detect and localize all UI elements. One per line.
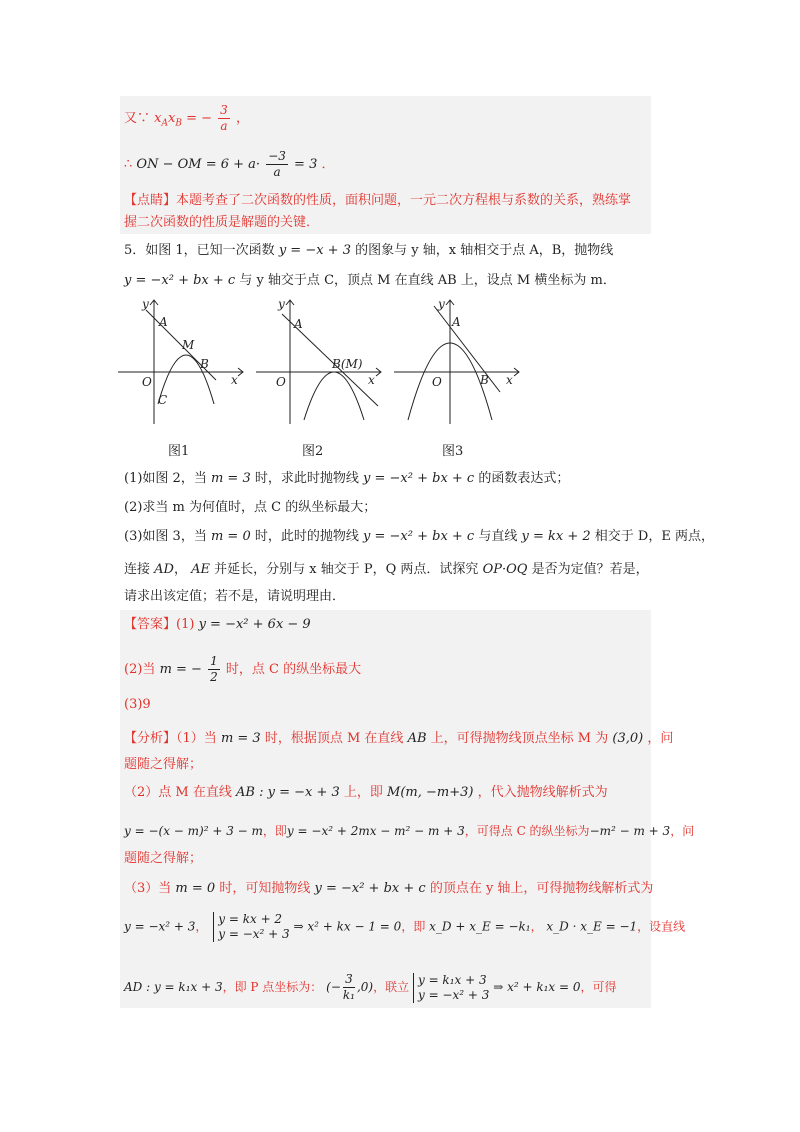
label-o: O — [276, 375, 286, 389]
equation-system: y = k₁x + 3 y = −x² + 3 — [413, 973, 489, 1003]
label-y: y — [278, 297, 285, 311]
comment-label: 【点睛】 — [124, 193, 177, 208]
figure-1 — [118, 296, 248, 426]
analysis-line-1b: 题随之得解； — [124, 757, 203, 772]
equation-system: y = kx + 2 y = −x² + 3 — [213, 912, 289, 942]
caption-fig-1: 图1 — [168, 444, 190, 459]
answer-label: 【答案】 — [124, 617, 177, 632]
answer-line-2: (2)当 m = − $\frac{1}{2}$ 时，点 C 的纵坐标最大 — [124, 654, 362, 684]
label-x: x — [506, 373, 513, 387]
comment-line-1: 【点睛】本题考查了二次函数的性质，面积问题，一元二次方程根与系数的关系，熟练掌 — [124, 193, 632, 208]
question-3-line-2: 连接 AD， AE 并延长，分别与 x 轴交于 P，Q 两点．试探究 OP·OQ 是否为定值？若是， — [124, 562, 649, 577]
analysis-line-2b: y = −(x − m)² + 3 − m，即y = −x² + 2mx − m² − m + 3，可得点 C 的纵坐标为−m² − m + 3，问 — [124, 824, 695, 838]
prev-line-2: ∴ ON − OM = 6 + a· $\frac{-3}{a}$ = 3 ． — [124, 149, 335, 179]
label-a: A — [159, 315, 168, 329]
label-bm: B(M) — [332, 357, 363, 371]
answer-line-3: (3)9 — [124, 697, 151, 712]
label-a: A — [452, 315, 461, 329]
analysis-line-2: （2）点 M 在直线 AB : y = −x + 3 上，即 M(m, −m+3) ，代入抛物线解析式为 — [124, 785, 608, 800]
label-x: x — [368, 373, 375, 387]
question-3-line-3: 请求出该定值；若不是，请说明理由． — [124, 589, 346, 604]
label-b: B — [480, 373, 489, 387]
label-y: y — [438, 297, 445, 311]
prev-line-1: 又∵ $x_Ax_B$ = − $\frac{3}{a}$ ， — [124, 103, 249, 133]
fraction: $\frac{-3}{a}$ — [268, 149, 286, 179]
analysis-line-3c: AD : y = k₁x + 3，即 P 点坐标为： (− $\frac{3}{\text{k₁}}$ ,0)，联立 y = k₁x + 3 y = −x² + 3 ⇒ x² + k₁x = 0，可得 — [124, 972, 617, 1002]
figure-3 — [394, 296, 524, 426]
label-b: B — [200, 357, 209, 371]
analysis-line-3b: y = −x² + 3， y = kx + 2 y = −x² + 3 ⇒ x² + kx − 1 = 0，即 x_D + x_E = −k₁， x_D · x_E = −1，设直线 — [124, 912, 686, 941]
label-o: O — [432, 375, 442, 389]
label-m: M — [182, 338, 195, 352]
question-3-line-1: (3)如图 3，当 m = 0 时，此时的抛物线 y = −x² + bx + c 与直线 y = kx + 2 相交于 D，E 两点， — [124, 529, 714, 544]
comment-line-2: 握二次函数的性质是解题的关键． — [124, 215, 320, 230]
label-a: A — [294, 317, 303, 331]
parabola — [304, 372, 364, 420]
question-1: (1)如图 2，当 m = 3 时，求此时抛物线 y = −x² + bx + c 的函数表达式； — [124, 471, 570, 486]
caption-fig-3: 图3 — [442, 444, 464, 459]
analysis-line-1: 【分析】（1）当 m = 3 时，根据顶点 M 在直线 AB 上，可得抛物线顶点坐标 M 为 (3,0) ，问 — [124, 731, 674, 746]
answer-line-1: 【答案】(1) y = −x² + 6x − 9 — [124, 617, 311, 632]
label-o: O — [142, 375, 152, 389]
label-y: y — [142, 297, 149, 311]
question-2: (2)求当 m 为何值时，点 C 的纵坐标最大； — [124, 500, 377, 515]
analysis-line-3: （3）当 m = 0 时，可知抛物线 y = −x² + bx + c 的顶点在 y 轴上，可得抛物线解析式为 — [124, 881, 654, 896]
fraction: $\frac{3}{a}$ — [220, 103, 228, 133]
line-ab — [434, 306, 500, 392]
analysis-label: 【分析】 — [124, 731, 177, 746]
fraction: $\frac{3}{\text{k₁}}$ — [342, 972, 355, 1002]
figure-2 — [256, 296, 386, 426]
problem-line-1: 5．如图 1，已知一次函数 y = −x + 3 的图象与 y 轴，x 轴相交于点 A，B，抛物线 — [124, 243, 614, 258]
analysis-line-2c: 题随之得解； — [124, 851, 203, 866]
label-x: x — [231, 373, 238, 387]
label-c: C — [158, 393, 168, 407]
fraction: $\frac{1}{2}$ — [210, 654, 218, 684]
caption-fig-2: 图2 — [302, 444, 324, 459]
problem-line-2: y = −x² + bx + c 与 y 轴交于点 C，顶点 M 在直线 AB 上，设点 M 横坐标为 m． — [124, 273, 616, 288]
